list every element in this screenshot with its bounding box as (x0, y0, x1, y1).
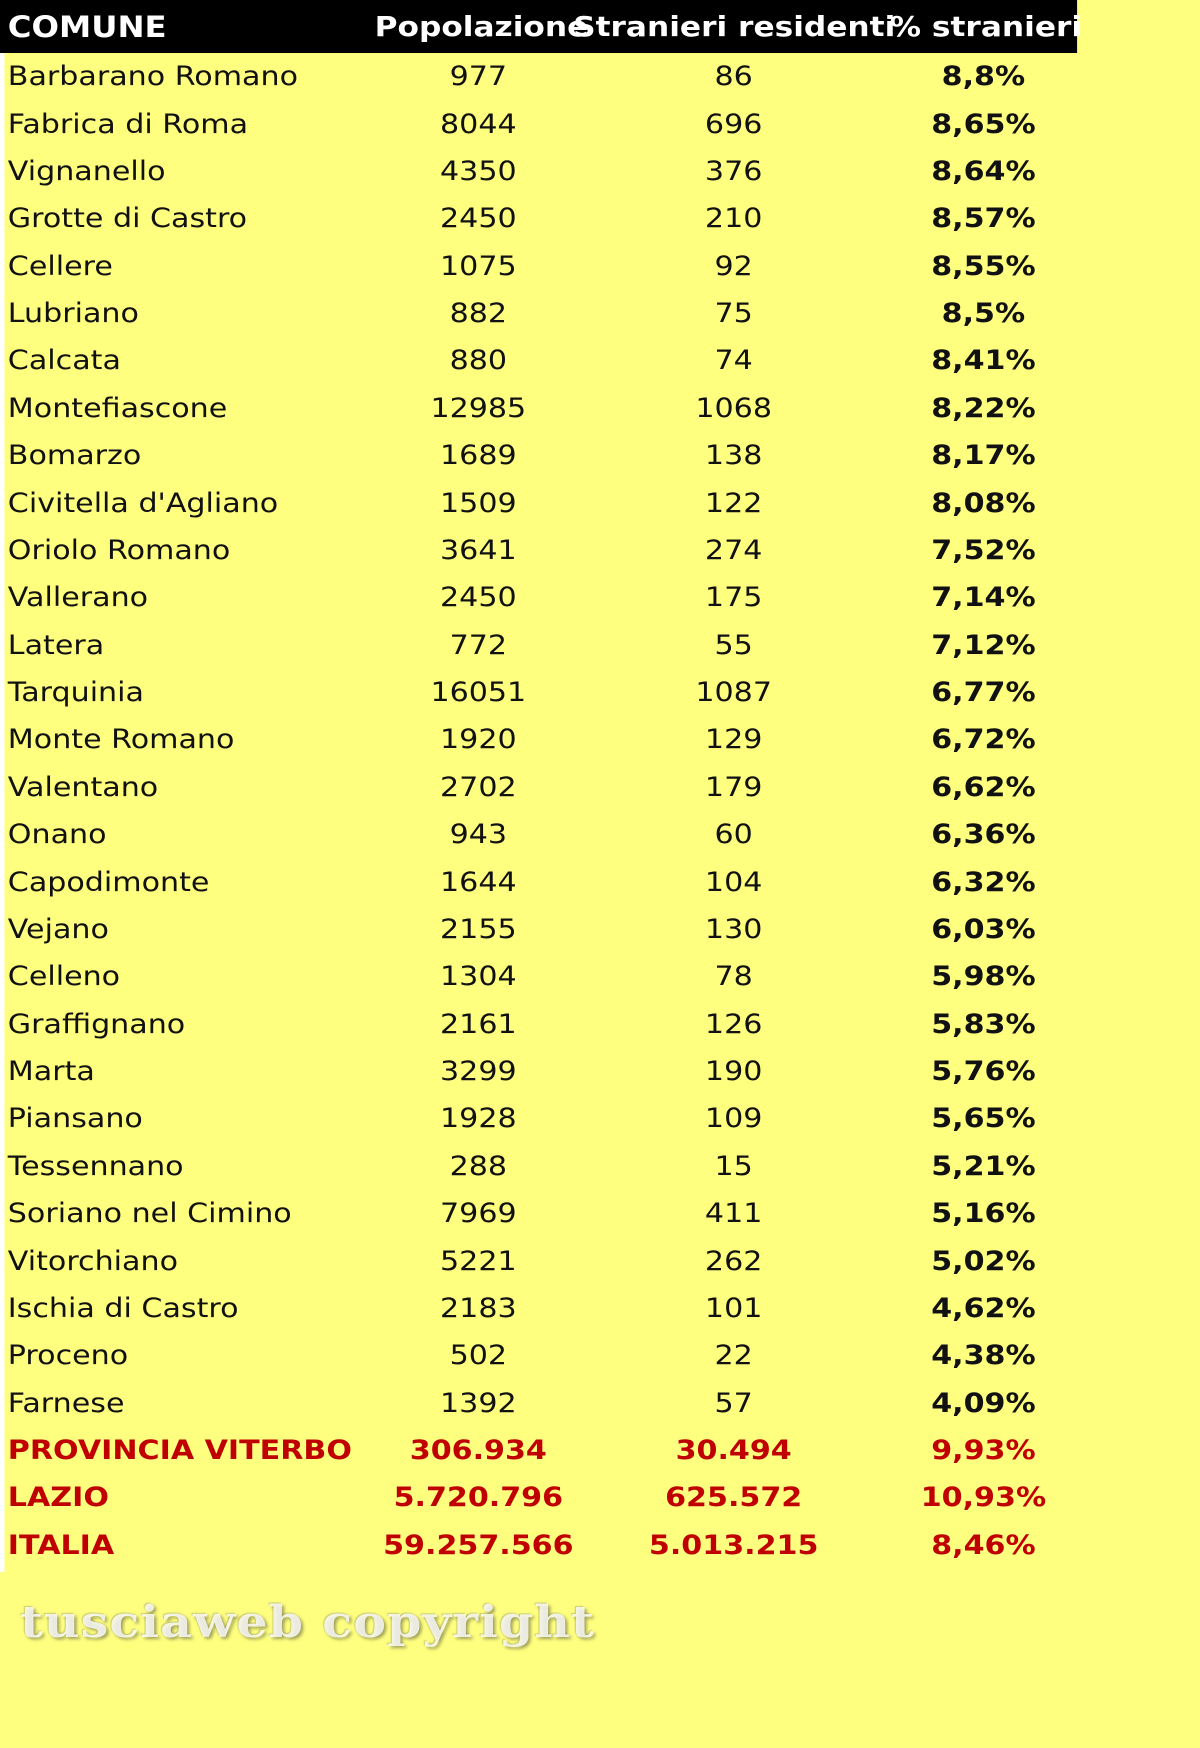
cell-popolazione: 2161 (440, 1008, 517, 1040)
table-row (0, 764, 1077, 811)
copyright-watermark: tusciaweb copyright (20, 1597, 595, 1648)
cell-percentuale: 5,98% (931, 961, 1036, 993)
cell-stranieri: 625.572 (665, 1482, 803, 1514)
header-comune: COMUNE (7, 9, 167, 44)
cell-stranieri: 104 (704, 866, 763, 898)
table-row (0, 385, 1077, 432)
total-row (0, 1522, 1077, 1569)
cell-stranieri: 92 (714, 250, 753, 282)
cell-popolazione: 2183 (440, 1292, 517, 1324)
cell-comune: Latera (7, 629, 105, 661)
cell-comune: LAZIO (7, 1482, 109, 1514)
table-row (0, 1285, 1077, 1332)
cell-percentuale: 8,08% (931, 487, 1036, 519)
cell-popolazione: 5221 (440, 1245, 517, 1277)
cell-popolazione: 2450 (440, 203, 517, 235)
cell-popolazione: 1509 (440, 487, 517, 519)
cell-popolazione: 880 (449, 345, 508, 377)
cell-percentuale: 6,32% (931, 866, 1036, 898)
cell-popolazione: 3299 (440, 1056, 517, 1088)
cell-comune: Tarquinia (7, 677, 144, 709)
table-row (0, 1190, 1077, 1237)
table-row (0, 858, 1077, 905)
cell-popolazione: 12985 (430, 392, 527, 424)
cell-percentuale: 8,41% (931, 345, 1036, 377)
table-row (0, 100, 1077, 147)
total-row (0, 1474, 1077, 1521)
table-row (0, 953, 1077, 1000)
table-row (0, 432, 1077, 479)
cell-stranieri: 109 (704, 1103, 763, 1135)
cell-stranieri: 74 (714, 345, 753, 377)
cell-percentuale: 9,93% (931, 1435, 1036, 1467)
cell-percentuale: 6,72% (931, 724, 1036, 756)
cell-percentuale: 6,03% (931, 913, 1036, 945)
table-row (0, 1001, 1077, 1048)
cell-percentuale: 10,93% (920, 1482, 1047, 1514)
cell-popolazione: 3641 (440, 534, 517, 566)
cell-stranieri: 22 (714, 1340, 753, 1372)
cell-comune: Tessennano (7, 1150, 184, 1182)
cell-percentuale: 5,83% (931, 1008, 1036, 1040)
cell-popolazione: 4350 (440, 155, 517, 187)
table-row (0, 53, 1077, 100)
cell-stranieri: 60 (714, 819, 753, 851)
cell-percentuale: 4,38% (931, 1340, 1036, 1372)
cell-stranieri: 15 (714, 1150, 753, 1182)
cell-popolazione: 1392 (440, 1387, 517, 1419)
table-row (0, 1237, 1077, 1284)
cell-percentuale: 5,21% (931, 1150, 1036, 1182)
cell-comune: Vallerano (7, 582, 149, 614)
table-row (0, 479, 1077, 526)
cell-popolazione: 1928 (440, 1103, 517, 1135)
cell-stranieri: 126 (704, 1008, 763, 1040)
cell-comune: Oriolo Romano (7, 534, 231, 566)
cell-percentuale: 4,09% (931, 1387, 1036, 1419)
cell-comune: Cellere (7, 250, 113, 282)
cell-comune: Calcata (7, 345, 121, 377)
cell-popolazione: 59.257.566 (383, 1529, 574, 1561)
cell-popolazione: 882 (449, 298, 508, 330)
cell-comune: Celleno (7, 961, 121, 993)
cell-comune: Onano (7, 819, 107, 851)
cell-comune: PROVINCIA VITERBO (7, 1435, 352, 1467)
cell-stranieri: 78 (714, 961, 753, 993)
cell-stranieri: 75 (714, 298, 753, 330)
cell-popolazione: 7969 (440, 1198, 517, 1230)
cell-percentuale: 5,02% (931, 1245, 1036, 1277)
cell-stranieri: 190 (704, 1056, 763, 1088)
cell-comune: Farnese (7, 1387, 125, 1419)
table-row (0, 716, 1077, 763)
table-row (0, 906, 1077, 953)
cell-percentuale: 6,77% (931, 677, 1036, 709)
total-row (0, 1427, 1077, 1474)
cell-comune: Capodimonte (7, 866, 210, 898)
cell-percentuale: 8,8% (941, 61, 1026, 93)
cell-stranieri: 138 (704, 440, 763, 472)
cell-stranieri: 57 (714, 1387, 753, 1419)
cell-comune: Fabrica di Roma (7, 108, 249, 140)
cell-comune: Vignanello (7, 155, 166, 187)
cell-comune: Valentano (7, 771, 159, 803)
cell-popolazione: 2702 (440, 771, 517, 803)
cell-popolazione: 772 (449, 629, 508, 661)
cell-percentuale: 6,62% (931, 771, 1036, 803)
cell-stranieri: 1087 (695, 677, 772, 709)
cell-percentuale: 8,57% (931, 203, 1036, 235)
cell-stranieri: 1068 (695, 392, 772, 424)
cell-stranieri: 376 (704, 155, 763, 187)
table-row (0, 290, 1077, 337)
cell-stranieri: 5.013.215 (648, 1529, 819, 1561)
cell-stranieri: 130 (704, 913, 763, 945)
cell-popolazione: 2450 (440, 582, 517, 614)
cell-popolazione: 1920 (440, 724, 517, 756)
table-totals (0, 1427, 1077, 1569)
cell-stranieri: 129 (704, 724, 763, 756)
cell-popolazione: 502 (449, 1340, 508, 1372)
cell-percentuale: 7,52% (931, 534, 1036, 566)
table-row (0, 811, 1077, 858)
cell-comune: Marta (7, 1056, 95, 1088)
cell-popolazione: 943 (449, 819, 508, 851)
cell-percentuale: 8,64% (931, 155, 1036, 187)
table-row (0, 1095, 1077, 1142)
cell-popolazione: 977 (449, 61, 508, 93)
table-row (0, 1332, 1077, 1379)
cell-percentuale: 6,36% (931, 819, 1036, 851)
cell-percentuale: 8,55% (931, 250, 1036, 282)
table-row (0, 1048, 1077, 1095)
cell-popolazione: 1644 (440, 866, 517, 898)
cell-percentuale: 5,76% (931, 1056, 1036, 1088)
cell-popolazione: 16051 (430, 677, 527, 709)
cell-popolazione: 2155 (440, 913, 517, 945)
table-row (0, 527, 1077, 574)
table-row (0, 243, 1077, 290)
cell-popolazione: 1689 (440, 440, 517, 472)
cell-comune: Bomarzo (7, 440, 142, 472)
table-body (0, 53, 1077, 1427)
cell-stranieri: 262 (704, 1245, 763, 1277)
cell-stranieri: 411 (704, 1198, 763, 1230)
cell-comune: Piansano (7, 1103, 143, 1135)
header-popolazione: Popolazione (374, 10, 589, 43)
cell-comune: Ischia di Castro (7, 1292, 239, 1324)
cell-percentuale: 8,17% (931, 440, 1036, 472)
cell-percentuale: 8,46% (931, 1529, 1036, 1561)
cell-percentuale: 7,14% (931, 582, 1036, 614)
cell-percentuale: 7,12% (931, 629, 1036, 661)
table-row (0, 574, 1077, 621)
cell-percentuale: 5,65% (931, 1103, 1036, 1135)
cell-comune: Civitella d'Agliano (7, 487, 279, 519)
cell-stranieri: 122 (704, 487, 763, 519)
cell-percentuale: 4,62% (931, 1292, 1036, 1324)
cell-stranieri: 86 (714, 61, 753, 93)
cell-popolazione: 1304 (440, 961, 517, 993)
cell-stranieri: 274 (704, 534, 763, 566)
cell-stranieri: 55 (714, 629, 753, 661)
cell-comune: Montefiascone (7, 392, 228, 424)
header-stranieri: Stranieri residenti (573, 10, 896, 43)
cell-comune: Monte Romano (7, 724, 235, 756)
cell-stranieri: 210 (704, 203, 763, 235)
cell-percentuale: 5,16% (931, 1198, 1036, 1230)
table-row (0, 1380, 1077, 1427)
table-row (0, 337, 1077, 384)
table-header (0, 0, 1083, 53)
cell-popolazione: 5.720.796 (393, 1482, 564, 1514)
table-row (0, 622, 1077, 669)
cell-percentuale: 8,5% (941, 298, 1026, 330)
cell-comune: Proceno (7, 1340, 129, 1372)
cell-comune: Barbarano Romano (7, 61, 299, 93)
cell-percentuale: 8,65% (931, 108, 1036, 140)
cell-comune: Soriano nel Cimino (7, 1198, 292, 1230)
table-row (0, 148, 1077, 195)
table-row (0, 1143, 1077, 1190)
cell-comune: Lubriano (7, 298, 139, 330)
cell-stranieri: 101 (704, 1292, 763, 1324)
cell-stranieri: 30.494 (675, 1435, 792, 1467)
cell-popolazione: 8044 (440, 108, 517, 140)
cell-comune: Grotte di Castro (7, 203, 248, 235)
table-row (0, 195, 1077, 242)
cell-percentuale: 8,22% (931, 392, 1036, 424)
cell-stranieri: 175 (704, 582, 763, 614)
cell-comune: Vejano (7, 913, 109, 945)
cell-comune: ITALIA (7, 1529, 115, 1561)
cell-stranieri: 696 (704, 108, 763, 140)
cell-comune: Vitorchiano (7, 1245, 178, 1277)
table-row (0, 669, 1077, 716)
cell-popolazione: 1075 (440, 250, 517, 282)
header-percentuale: % stranieri (889, 10, 1083, 43)
cell-popolazione: 288 (449, 1150, 508, 1182)
cell-stranieri: 179 (704, 771, 763, 803)
cell-popolazione: 306.934 (409, 1435, 547, 1467)
cell-comune: Graffignano (7, 1008, 186, 1040)
